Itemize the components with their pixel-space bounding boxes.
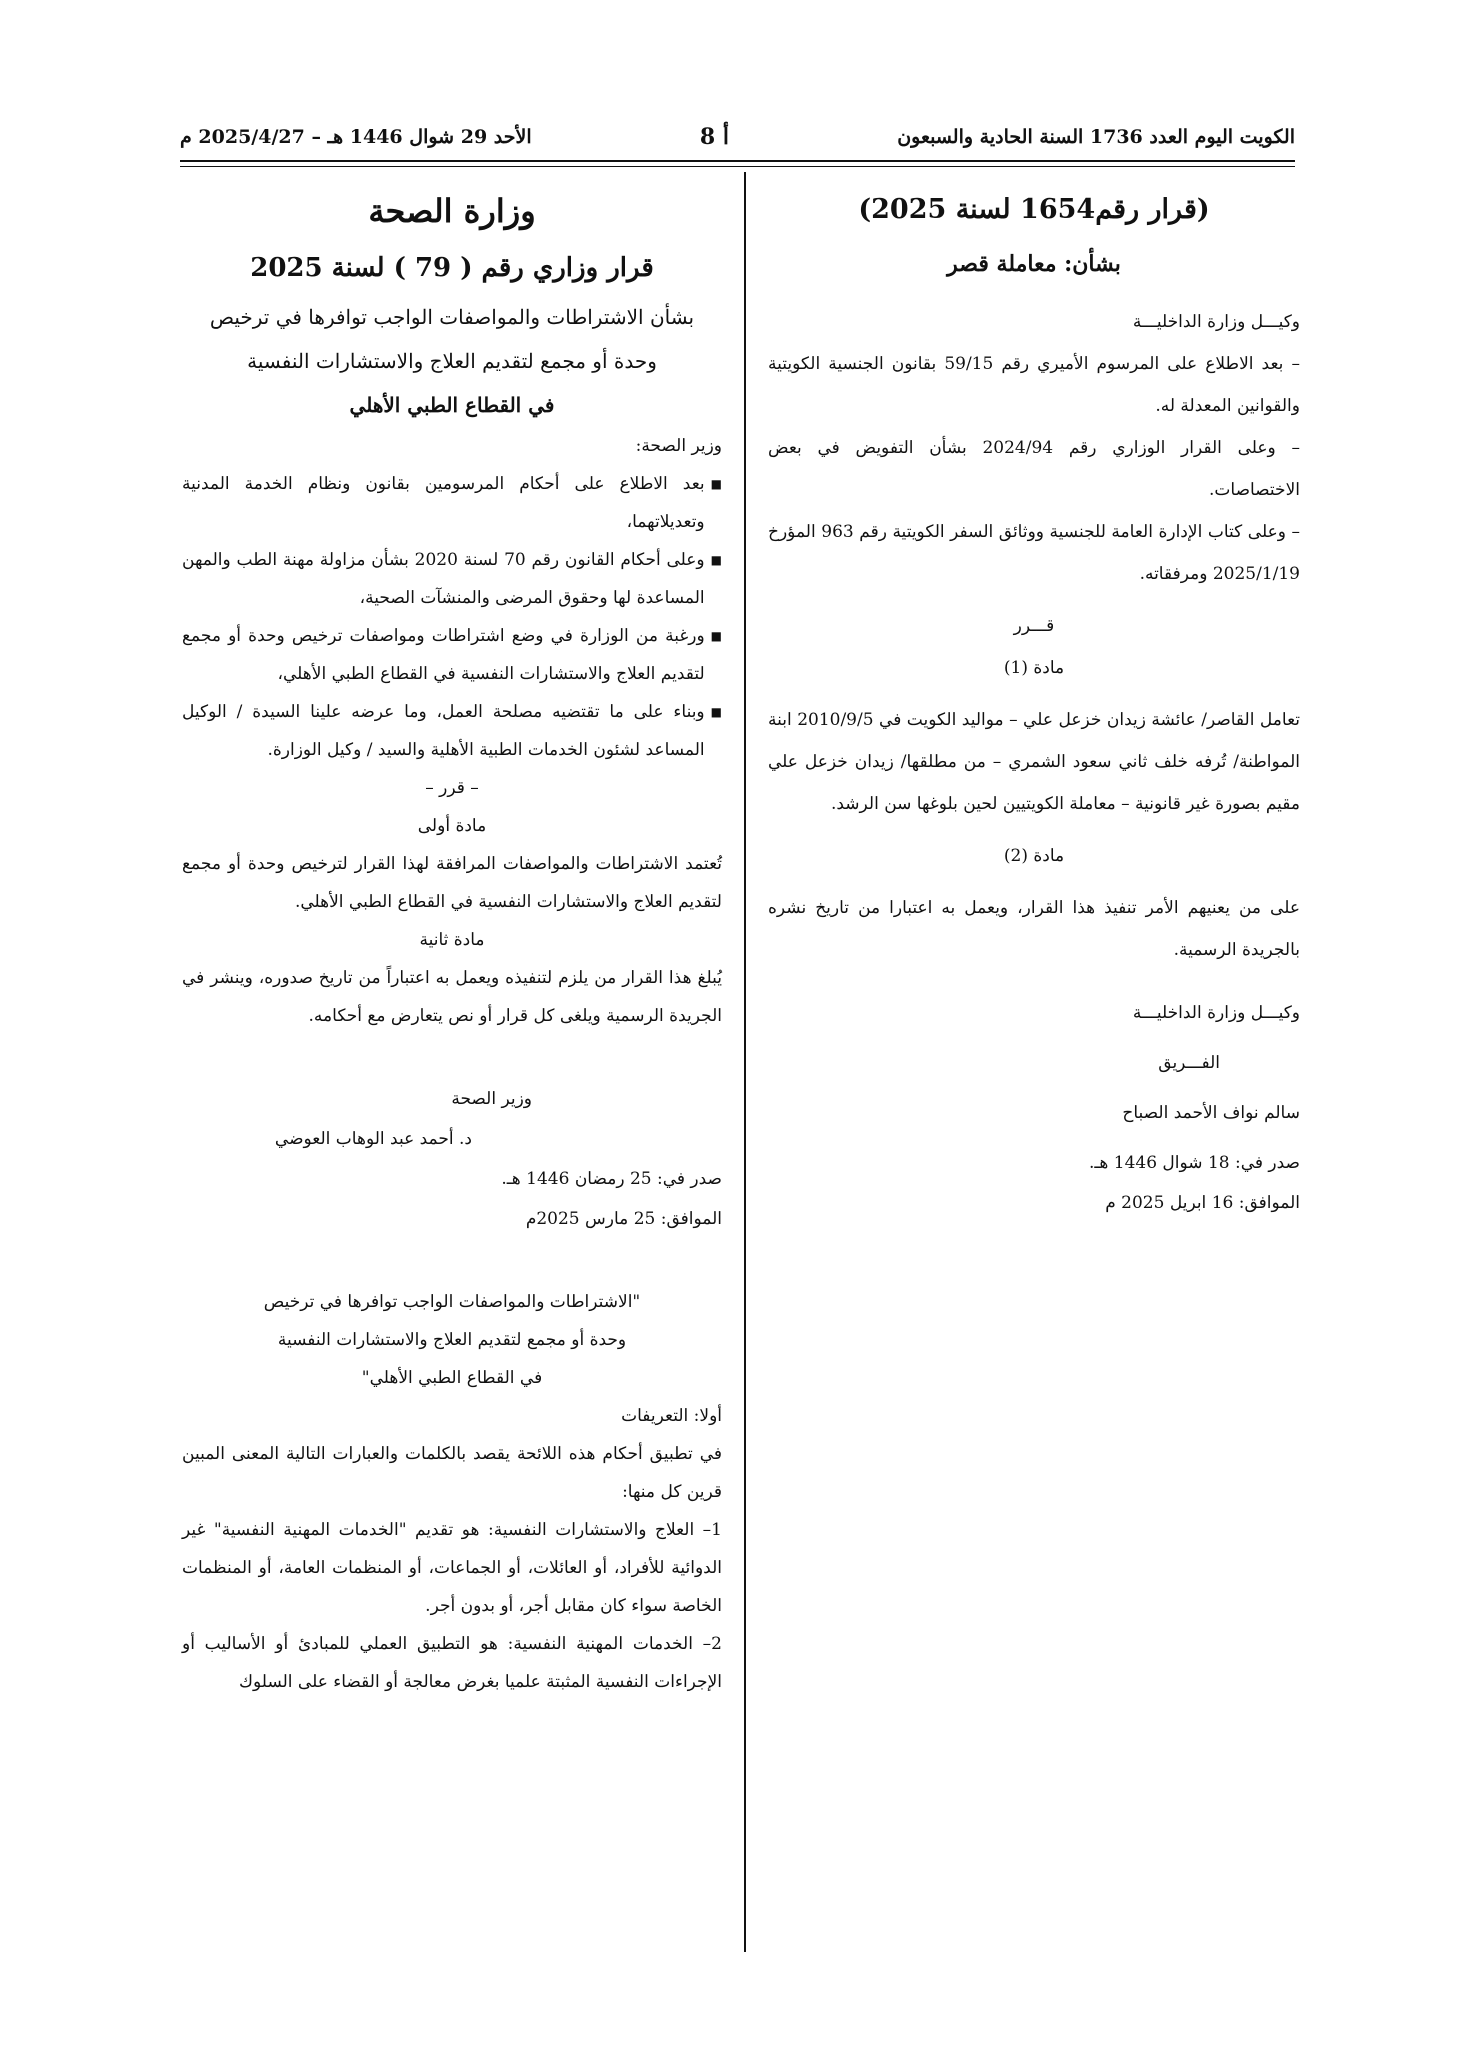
preamble-item [182,465,722,541]
decree-title: قرار وزاري رقم ( 79 ) لسنة 2025 [250,253,654,283]
header-rule [180,160,1295,162]
annex-title-line: "الاشتراطات والمواصفات الواجب توافرها في ترخيص [263,1292,641,1312]
header-rule-thin [180,166,1295,167]
preamble-item: – وعلى كتاب الإدارة العامة للجنسية ووثائق السفر الكويتية رقم 963 المؤرخ 2025/1/19 ومرفقاته. [768,522,1300,584]
article-heading: مادة أولى [417,816,487,836]
article-heading: مادة (1) [1003,658,1065,678]
signature-name: د. أحمد عبد الوهاب العوضي [274,1129,472,1149]
preamble-text: وعلى أحكام القانون رقم 70 لسنة 2020 بشأن مزاولة مهنة الطب والمهن المساعدة لها وحقوق المرضى والمنشآت الصحية، [182,550,705,608]
left-column [182,175,722,1701]
signature-title: وزير الصحة [451,1089,532,1109]
decree-title: (قرار رقم1654 لسنة 2025) [858,194,1210,225]
column-divider [744,172,746,1952]
decree-subject-line: وحدة أو مجمع لتقديم العلاج والاستشارات النفسية [247,349,657,373]
preamble-item [182,693,722,769]
preamble-item: – وعلى القرار الوزاري رقم 2024/94 بشأن التفويض في بعض الاختصاصات. [768,438,1300,500]
article-heading: مادة ثانية [419,930,485,950]
ministry-name: وزارة الصحة [368,192,536,230]
preamble-item [182,617,722,693]
section-intro: في تطبيق أحكام هذه اللائحة يقصد بالكلمات والعبارات التالية المعنى المبين قرين كل منها: [182,1444,722,1502]
decree-subject: بشأن: معاملة قصر [947,251,1121,277]
decree-issuer: وكيـــل وزارة الداخليـــة [1132,312,1300,332]
definition-item: 2– الخدمات المهنية النفسية: هو التطبيق العملي للمبادئ أو الأساليب أو الإجراءات النفسية المثبتة علميا بغرض معالجة أو القضاء على السلوك [182,1634,722,1692]
article-text: تعامل القاصر/ عائشة زيدان خزعل علي – مواليد الكويت في 2010/9/5 ابنة المواطنة/ تُرفه خلف ثاني سعود الشمري – من مطلقها/ زيدان خزعل علي مقيم بصورة غير قانونية – معاملة الكويتيين لحين بلوغها سن الرشد. [768,710,1301,814]
annex-title-line: في القطاع الطبي الأهلي" [361,1368,543,1388]
right-column [768,175,1300,1223]
preamble-text: ورغبة من الوزارة في وضع اشتراطات ومواصفات ترخيص وحدة أو مجمع لتقديم العلاج والاستشارات النفسية في القطاع الطبي الأهلي، [182,626,705,684]
issue-date: صدر في: 25 رمضان 1446 هـ. [501,1169,722,1189]
definition-item: 1– العلاج والاستشارات النفسية: هو تقديم "الخدمات المهنية النفسية" غير الدوائية للأفراد، أو العائلات، أو الجماعات، أو المنظمات العامة، أو المنظمات الخاصة سواء كان مقابل أجر، أو بدون أجر. [182,1520,722,1616]
signature-name: سالم نواف الأحمد الصباح [1122,1103,1300,1123]
preamble-item: – بعد الاطلاع على المرسوم الأميري رقم 59/15 بقانون الجنسية الكويتية والقوانين المعدلة له. [768,354,1300,416]
decree-issuer: وزير الصحة: [635,436,722,456]
header-date: الأحد 29 شوال 1446 هـ – 2025/4/27 م [180,126,532,148]
issue-date: صدر في: 18 شوال 1446 هـ. [1089,1153,1300,1173]
signature-title: وكيـــل وزارة الداخليـــة [1132,1003,1300,1023]
square-bullet-icon: ■ [710,477,722,491]
preamble-text: بعد الاطلاع على أحكام المرسومين بقانون ونظام الخدمة المدنية وتعديلاتهما، [182,474,705,532]
square-bullet-icon: ■ [710,553,722,567]
article-text: يُبلغ هذا القرار من يلزم لتنفيذه ويعمل به اعتباراً من تاريخ صدوره، وينشر في الجريدة الرسمية ويلغى كل قرار أو نص يتعارض مع أحكامه. [182,968,722,1026]
preamble-text: وبناء على ما تقتضيه مصلحة العمل، وما عرضه علينا السيدة / الوكيل المساعد لشئون الخدمات الطبية الأهلية والسيد / وكيل الوزارة. [182,702,705,760]
article-text: على من يعنيهم الأمر تنفيذ هذا القرار، ويعمل به اعتبارا من تاريخ نشره بالجريدة الرسمية. [768,898,1300,960]
decided-heading: – قرر – [425,778,479,798]
section-heading: أولا: التعريفات [621,1406,722,1426]
decree-subject-line: بشأن الاشتراطات والمواصفات الواجب توافرها في ترخيص [209,305,695,329]
square-bullet-icon: ■ [710,629,722,643]
header-issue-info: الكويت اليوم العدد 1736 السنة الحادية والسبعون [897,126,1295,148]
square-bullet-icon: ■ [710,705,722,719]
article-text: تُعتمد الاشتراطات والمواصفات المرافقة لهذا القرار لترخيص وحدة أو مجمع لتقديم العلاج والاستشارات النفسية في القطاع الطبي الأهلي. [182,854,722,912]
header-page-number: أ 8 [699,124,729,150]
article-heading: مادة (2) [1003,846,1065,866]
preamble-item [182,541,722,617]
corresponding-date: الموافق: 16 ابريل 2025 م [1105,1193,1300,1213]
signature-rank: الفـــريق [1158,1053,1220,1073]
annex-title-line: وحدة أو مجمع لتقديم العلاج والاستشارات النفسية [277,1330,627,1350]
decided-heading: قـــرر [1013,616,1055,636]
decree-subject-line: في القطاع الطبي الأهلي [349,393,555,417]
corresponding-date: الموافق: 25 مارس 2025م [525,1209,722,1229]
page-header [180,118,1295,156]
